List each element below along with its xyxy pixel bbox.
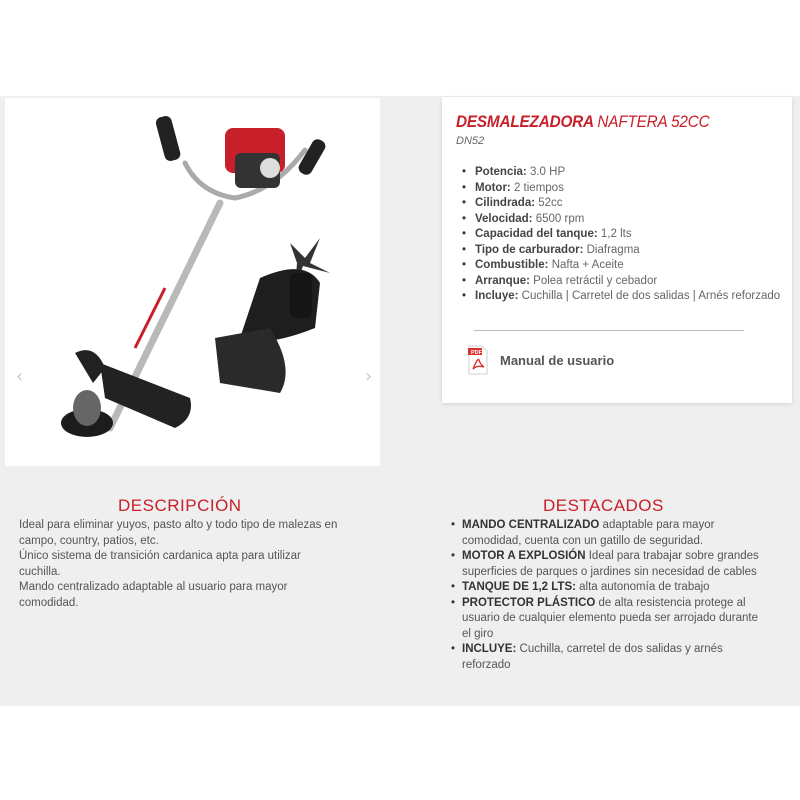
spec-label: Velocidad: xyxy=(475,212,533,225)
destacado-label: TANQUE DE 1,2 LTS: xyxy=(462,581,576,593)
product-title-bold: DESMALEZADORA xyxy=(456,112,594,131)
gallery-prev-arrow-icon[interactable]: ‹ xyxy=(16,366,24,387)
spec-list xyxy=(462,165,782,305)
manual-label[interactable]: Manual de usuario xyxy=(500,352,615,368)
descripcion-body xyxy=(19,518,339,611)
product-image xyxy=(5,98,380,466)
destacado-item xyxy=(451,518,761,549)
spec-value: 6500 rpm xyxy=(535,212,585,225)
spec-item xyxy=(462,243,782,259)
destacado-item xyxy=(451,642,761,673)
spec-label: Cilindrada: xyxy=(475,197,536,209)
pdf-icon-label: PDF xyxy=(471,350,482,356)
descripcion-paragraph: Ideal para eliminar yuyos, pasto alto y todo tipo de malezas en campo, country, patios, etc. xyxy=(19,519,338,547)
destacado-label: PROTECTOR PLÁSTICO xyxy=(462,596,596,609)
spec-value: Cuchilla | Carretel de dos salidas | Arnés reforzado xyxy=(521,290,781,302)
spec-value: Diafragma xyxy=(586,243,640,256)
spec-value: 3.0 HP xyxy=(529,166,566,178)
spec-item xyxy=(462,181,782,197)
spec-value: 52cc xyxy=(538,197,563,209)
descripcion-title: DESCRIPCIÓN xyxy=(118,496,242,515)
spec-item xyxy=(462,212,782,228)
destacado-item xyxy=(451,580,761,596)
spec-item xyxy=(462,196,782,212)
destacados-list xyxy=(451,518,761,673)
destacado-text: alta autonomía de trabajo xyxy=(575,581,710,593)
spec-divider xyxy=(474,330,744,331)
destacado-text: de alta resistencia protege al usuario de cualquier elemento pueda ser arrojado durante el giro xyxy=(462,596,759,640)
product-title xyxy=(456,112,709,132)
destacados-title: DESTACADOS xyxy=(543,496,664,515)
destacado-text: Cuchilla, carretel de dos salidas y arnés reforzado xyxy=(462,643,723,671)
destacado-text: Ideal para trabajar sobre grandes superficies de parques o jardines sin necesidad de cables xyxy=(462,550,759,578)
descripcion-paragraph: Mando centralizado adaptable al usuario para mayor comodidad. xyxy=(19,581,288,609)
product-title-light: NAFTERA 52CC xyxy=(597,112,710,131)
destacado-text: adaptable para mayor comodidad, cuenta con un gatillo de seguridad. xyxy=(462,519,715,547)
spec-value: Nafta + Aceite xyxy=(551,259,624,271)
spec-value: Polea retráctil y cebador xyxy=(533,274,658,287)
spec-item xyxy=(462,165,782,181)
spec-item xyxy=(462,258,782,274)
product-gallery[interactable] xyxy=(5,98,380,466)
product-model: DN52 xyxy=(456,135,485,147)
spec-label: Potencia: xyxy=(475,166,527,178)
spec-item xyxy=(462,289,782,305)
spec-label: Combustible: xyxy=(475,259,549,271)
spec-item xyxy=(462,227,782,243)
gallery-next-arrow-icon[interactable]: › xyxy=(365,366,373,387)
spec-card xyxy=(442,97,792,403)
spec-label: Arranque: xyxy=(475,274,530,287)
spec-label: Incluye: xyxy=(475,290,519,302)
spec-label: Motor: xyxy=(475,181,511,194)
spec-value: 1,2 lts xyxy=(600,228,632,240)
spec-item xyxy=(462,274,782,290)
destacado-item xyxy=(451,549,761,580)
spec-label: Tipo de carburador: xyxy=(475,243,584,256)
destacado-label: INCLUYE: xyxy=(462,643,517,655)
spec-label: Capacidad del tanque: xyxy=(475,228,598,240)
destacado-label: MANDO CENTRALIZADO xyxy=(462,519,600,531)
spec-value: 2 tiempos xyxy=(513,181,564,194)
pdf-icon xyxy=(468,345,488,375)
destacado-item xyxy=(451,596,761,643)
destacado-label: MOTOR A EXPLOSIÓN xyxy=(462,550,586,562)
manual-link[interactable] xyxy=(468,345,614,375)
descripcion-paragraph: Único sistema de transición cardanica apta para utilizar cuchilla. xyxy=(19,550,301,578)
